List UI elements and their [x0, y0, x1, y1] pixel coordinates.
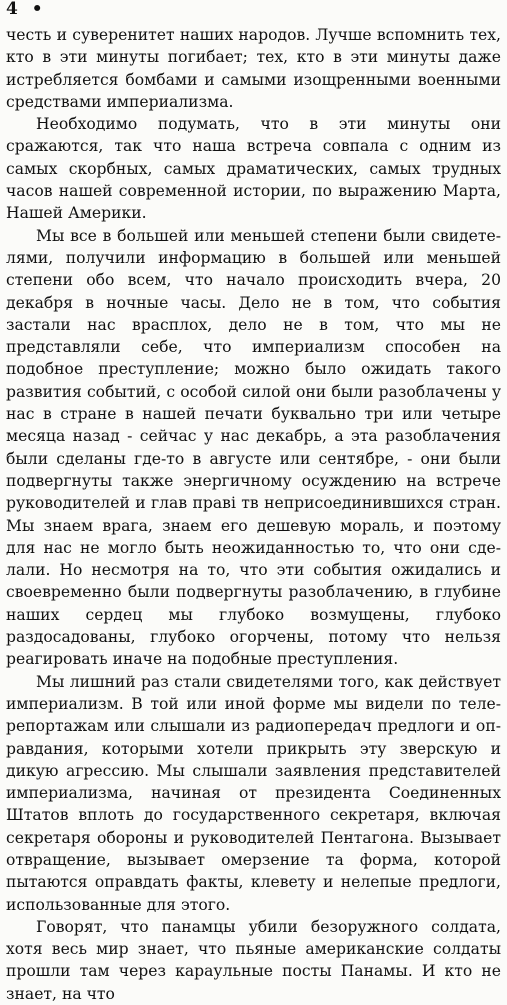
page-number: 4 — [6, 0, 18, 19]
page-header — [6, 0, 501, 24]
paragraph: Говорят, что панамцы убили безоружного солдата, хотя весь мир знает, что пьяные американские солдаты прошли там через караульные посты Панамы. И кто не знает, на что — [6, 917, 501, 1003]
paragraph: Необходимо подумать, что в эти минуты они сражаются, так что наша встреча совпала с одним из самых скорбных, самых драматических, самых трудных часов нашей современной истории, по выражению Марта, Нашей Америки. — [6, 115, 501, 223]
body-text — [6, 24, 501, 1005]
paragraph: Мы все в большей или меньшей степени были свидетелями, получили информацию в большей или меньшей степени обо всем, что начало происходить вчера, 20 декабря в ночные часы. Дело не в том, что события застали нас врасплох, дело не в том, что мы не представляли себе, что империализм способен на подобное преступление; можно было ожидать такого развития событий, с особой силой они были разоблачены у нас в стране в нашей печати буквально три или четыре месяца назад - сейчас у нас декабрь, а эта разоблачения были сделаны где-то в августе или сентябре, - они были подвергнуты также энергичному осуждению на встрече руководителей и глав праві тв неприсоединившихся стран. Мы знаем врага, знаем его дешевую мораль, и поэтому для нас не могло быть неожиданностью то, что они сделали. Но несмотря на то, что эти события ожидались и своевременно были подвергнуты разоблачению, в глубине наших сердец мы глубоко возмущены, глубоко раздосадованы, глубоко огорчены, потому что нельзя реагировать иначе на подобные преступления. — [6, 226, 501, 669]
paragraph: честь и суверенитет наших народов. Лучше вспомнить тех, кто в эти минуты погибает; тех, кто в эти минуты даже истребляется бомбами и самыми изощренными военными средствами империализма. — [6, 26, 501, 111]
paragraph: Мы лишний раз стали свидетелями того, как действует империализм. В той или иной форме мы видели по телерепортажам или слышали из радиопередач предлоги и оправдания, которыми хотели прикрыть эту зверскую и дикую агрессию. Мы слышали заявления представителей империализма, начиная от президента Соединенных Штатов вплоть до государственного секретаря, включая секретаря обороны и руководителей Пентагона. Вызывает отвращение, вызывает омерзение та форма, которой пытаются оправдать факты, клевету и нелепые предлоги, использованные для этого. — [6, 672, 501, 914]
header-bullet: • — [31, 0, 43, 19]
